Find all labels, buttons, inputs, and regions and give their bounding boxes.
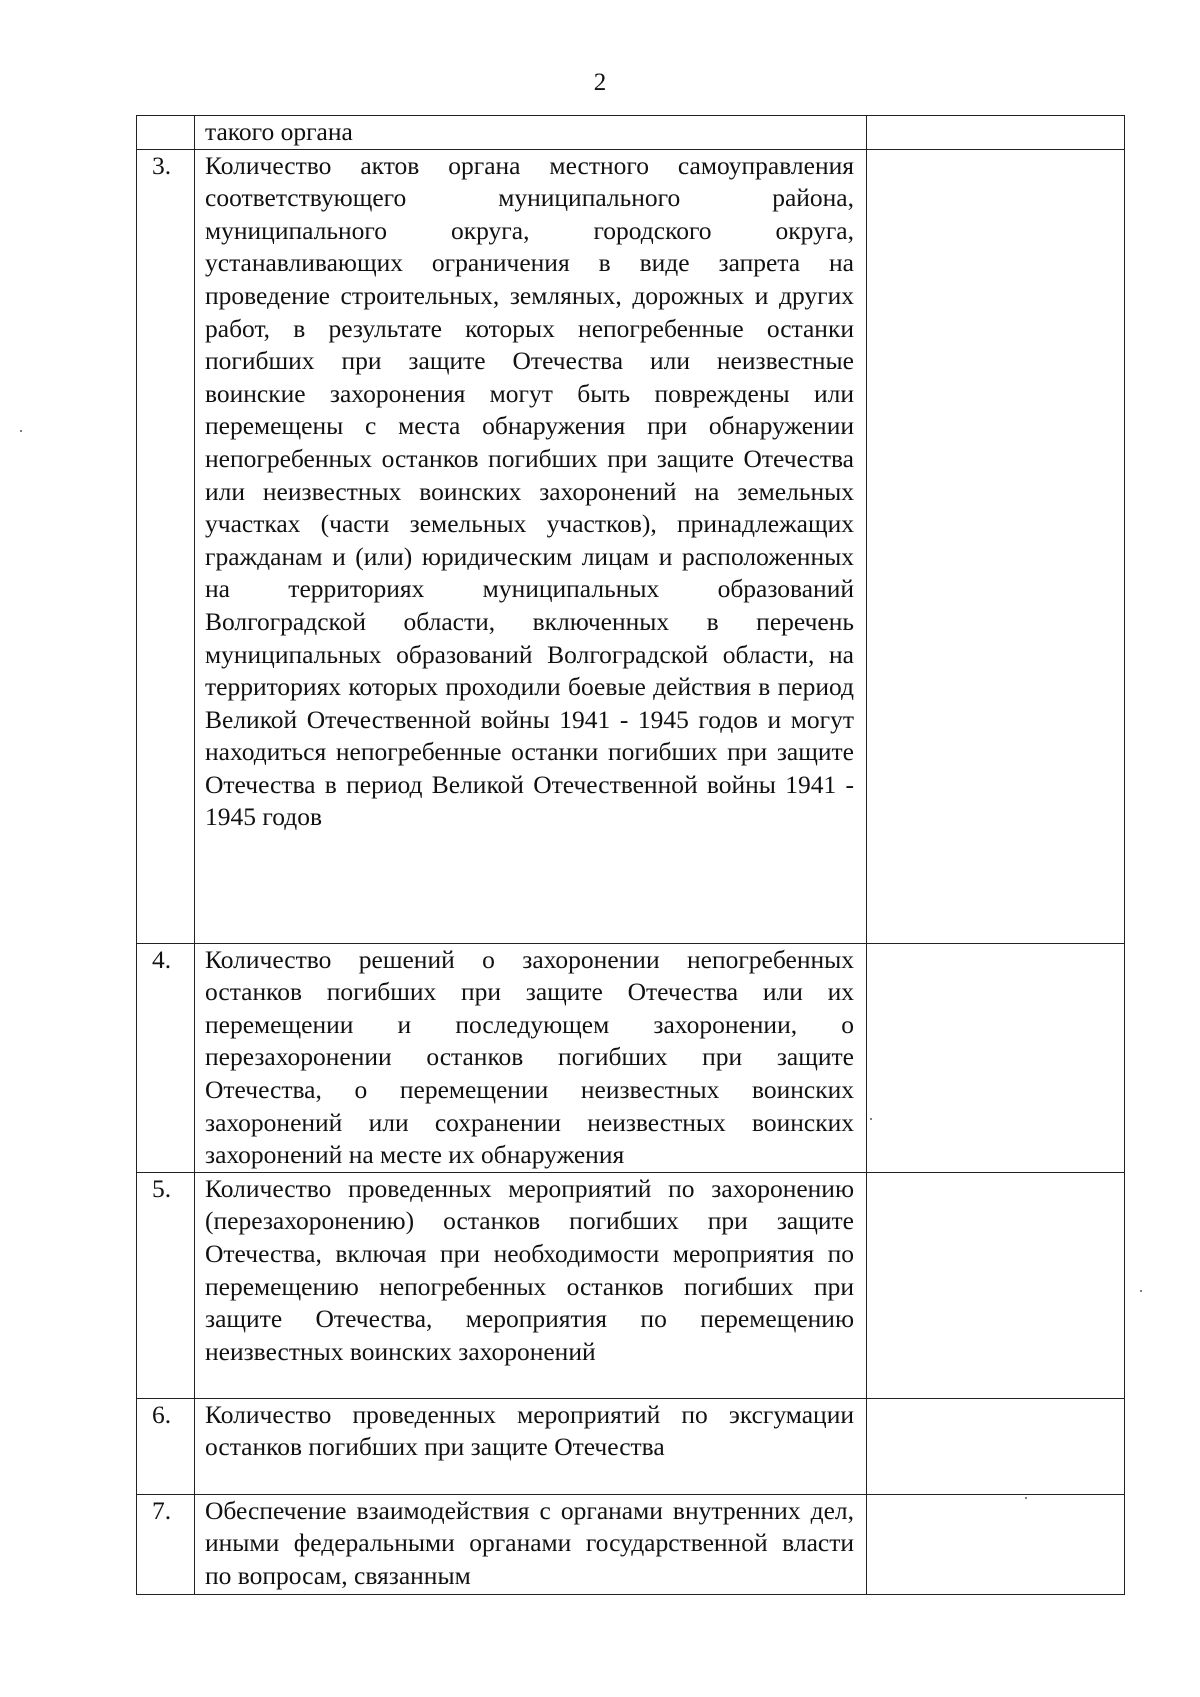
row-number-cell: [137, 1172, 195, 1398]
row-text-cell: [195, 1172, 867, 1398]
row-number-cell: [137, 149, 195, 943]
row-value-cell: [867, 1494, 1125, 1594]
row-text: такого органа: [205, 117, 353, 146]
table-row: [137, 149, 1125, 943]
row-text: Обеспечение взаимодействия с органами внутренних дел, иными федеральными органами государственной власти по вопросам, связанным: [205, 1495, 854, 1590]
row-value-cell: [867, 1172, 1125, 1398]
row-number: 5.: [151, 1173, 172, 1203]
row-text: Количество проведенных мероприятий по эксгумации останков погибших при защите Отечества: [205, 1399, 854, 1462]
row-value-cell: [867, 943, 1125, 1172]
row-text-cell: [195, 116, 867, 150]
scan-speck: [20, 430, 22, 432]
row-text: Количество проведенных мероприятий по захоронению (перезахоронению) останков погибших при защите Отечества, включая при необходимости мероприятия по перемещению непогребенных останков погибших при защите Отечества, мероприятия по перемещению неизвестных воинских захоронений: [205, 1173, 854, 1366]
row-text-cell: [195, 1494, 867, 1594]
row-number-cell: [137, 943, 195, 1172]
scan-speck: [1140, 1290, 1142, 1292]
row-number: 3.: [151, 150, 172, 180]
row-value-cell: [867, 116, 1125, 150]
table-row: [137, 1172, 1125, 1398]
table-row: [137, 116, 1125, 150]
page-number: 2: [593, 69, 607, 96]
row-number: 7.: [151, 1495, 172, 1525]
row-text: Количество решений о захоронении непогребенных останков погибших при защите Отечества или их перемещении и последующем захоронении, о перезахоронении останков погибших при защите Отечества, о перемещении неизвестных воинских захоронений или сохранении неизвестных воинских захоронений на месте их обнаружения: [205, 944, 854, 1170]
row-number-cell: [137, 1494, 195, 1594]
scan-speck: [1025, 1497, 1027, 1499]
row-text-cell: [195, 149, 867, 943]
row-number-cell: [137, 1398, 195, 1494]
table-row: [137, 943, 1125, 1172]
row-text-cell: [195, 943, 867, 1172]
row-number-cell: [137, 116, 195, 150]
row-text-cell: [195, 1398, 867, 1494]
scan-speck: [870, 1118, 872, 1120]
table-row: [137, 1398, 1125, 1494]
indicators-table: [136, 115, 1125, 1595]
row-number: 4.: [151, 944, 172, 974]
table-row: [137, 1494, 1125, 1594]
row-value-cell: [867, 149, 1125, 943]
row-value-cell: [867, 1398, 1125, 1494]
row-number: 6.: [151, 1399, 172, 1429]
row-text: Количество актов органа местного самоуправления соответствующего муниципального района, муниципального округа, городского округа, устанавливающих ограничения в виде запрета на проведение строительных, земляных, дорожных и других работ, в результате которых непогребенные останки погибших при защите Отечества или неизвестные воинские захоронения могут быть повреждены или перемещены с места обнаружения при обнаружении непогребенных останков погибших при защите Отечества или неизвестных воинских захоронений на земельных участках (части земельных участков), принадлежащих гражданам и (или) юридическим лицам и расположенных на территориях муниципальных образований Волгоградской области, включенных в перечень муниципальных образований Волгоградской области, на территориях которых проходили боевые действия в период Великой Отечественной войны 1941 - 1945 годов и могут находиться непогребенные останки погибших при защите Отечества в период Великой Отечественной войны 1941 - 1945 годов: [205, 150, 854, 832]
